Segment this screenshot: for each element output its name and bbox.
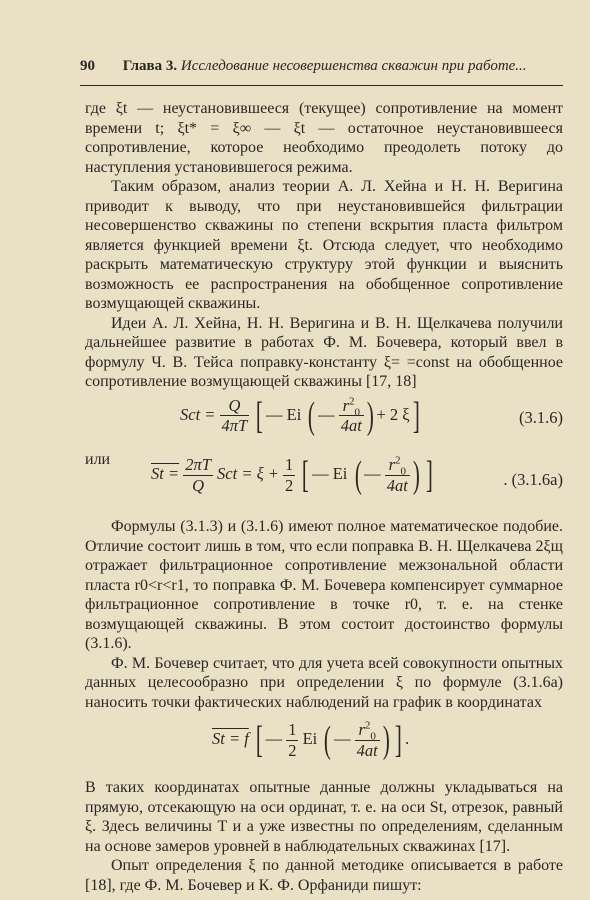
formula-minus: —	[265, 728, 283, 748]
formula-fraction: $\frac{2\pi T}{Q}$	[185, 455, 211, 495]
formula-ei: Ei	[302, 728, 318, 748]
formula-lhs: St = f	[212, 728, 249, 748]
formula-fraction: $\frac{Q}{4\pi T}$	[221, 395, 248, 435]
or-word: или	[85, 450, 111, 468]
bracket-open: [	[256, 394, 264, 437]
paragraph-4: Формулы (3.1.3) и (3.1.6) имеют полное математическое подобие. Отличие состоит лишь в том, что если поправка В. Н. Щелкачева 2ξщ отражает фильтрационное сопротивление межзональной области пласта r0<r<r1, то поправка Ф. М. Бочевера компенсирует суммарное фильтрационное сопротивление в точке r0, т. е. на стенке возмущающей скважины. В этом состоит достоинство формулы (3.1.6).	[85, 518, 563, 652]
formula-number: . (3.1.6a)	[503, 470, 563, 489]
formula-half: $\frac{1}{2}$	[288, 720, 297, 760]
formula-3-1-6	[85, 392, 563, 450]
formula-half: $\frac{1}{2}$	[285, 455, 294, 495]
paren-close: )	[382, 719, 390, 761]
bracket-close: ]	[412, 394, 420, 437]
page-header	[80, 58, 545, 75]
paren-close: )	[366, 394, 374, 437]
paren-open: (	[308, 394, 316, 437]
bracket-open: [	[255, 719, 263, 761]
bracket-close: ]	[425, 454, 433, 496]
formula-r-fraction: $\frac{r^2_0}{4at}$	[340, 395, 362, 435]
formula-coordinates	[85, 712, 563, 778]
formula-minus: —	[364, 463, 381, 483]
paragraph-1: где ξt — неустановившееся (текущее) сопротивление на момент времени t; ξt* = ξ∞ — ξt — остаточное неустановившееся сопротивление, которое необходимо преодолеть потоку до наступления установившегося режима.	[85, 100, 563, 176]
page-number: 90	[80, 58, 95, 74]
formula-r-fraction: $\frac{r^2_0}{4at}$	[386, 454, 408, 495]
paragraph-2: Таким образом, анализ теории А. Л. Хейна и Н. Н. Веригина приводит к выводу, что при неустановившейся фильтрации несовершенство скважины по степени вскрытия пласта фильтром является функцией времени ξt. Отсюда следует, что необходимо раскрыть математическую структуру этой функции и выяснить возможность ее распространения на обобщенное сопротивление возмущающей скважины.	[85, 178, 563, 312]
formula-lhs: St =	[151, 463, 180, 483]
formula-ei: — Ei	[266, 404, 302, 424]
header-rule	[80, 85, 563, 86]
formula-number: (3.1.6)	[519, 407, 563, 427]
paren-close: )	[412, 454, 420, 496]
formula-lhs: Sct =	[180, 404, 216, 424]
formula-r-fraction: $\frac{r^2_0}{4at}$	[356, 719, 378, 760]
bracket-open: [	[302, 454, 310, 496]
chapter-label: Глава 3.	[122, 58, 178, 74]
bracket-close: ]	[395, 719, 403, 761]
formula-minus: —	[318, 404, 335, 424]
paragraph-3: Идеи А. Л. Хейна, Н. Н. Веригина и В. Н. Щелкачева получили дальнейшее развитие в работах Ф. М. Бочевера, который ввел в формулу Ч. В. Тейса поправку-константу ξ= =const на обобщенное сопротивление возмущающей скважины [17, 18]	[85, 314, 563, 390]
chapter-title: Исследование несовершенства скважин при работе...	[180, 58, 527, 74]
formula-inner-minus: —	[334, 728, 351, 748]
page-body	[85, 99, 563, 895]
formula-dot: .	[405, 728, 410, 748]
paren-open: (	[354, 454, 362, 496]
paragraph-7: Опыт определения ξ по данной методике описывается в работе [18], где Ф. М. Бочевер и К. Ф. Орфаниди пишут:	[85, 857, 563, 894]
formula-ei: — Ei	[312, 463, 348, 483]
formula-mid: Sct = ξ +	[217, 463, 279, 483]
paragraph-5: Ф. М. Бочевер считает, что для учета всей совокупности опытных данных целесообразно при определении ξ по формуле (3.1.6а) наносить точки фактических наблюдений на график в координатах	[85, 654, 563, 711]
formula-tail: + 2 ξ	[376, 404, 410, 424]
paragraph-6: В таких координатах опытные данные должны укладываться на прямую, отсекающую на оси ординат, т. е. на оси St, отрезок, равный ξ. Здесь величины T и a уже известны по определениям, сделанным на основе замеров уровней в наблюдательных скважинах [17].	[85, 779, 563, 855]
paren-open: (	[324, 719, 332, 761]
